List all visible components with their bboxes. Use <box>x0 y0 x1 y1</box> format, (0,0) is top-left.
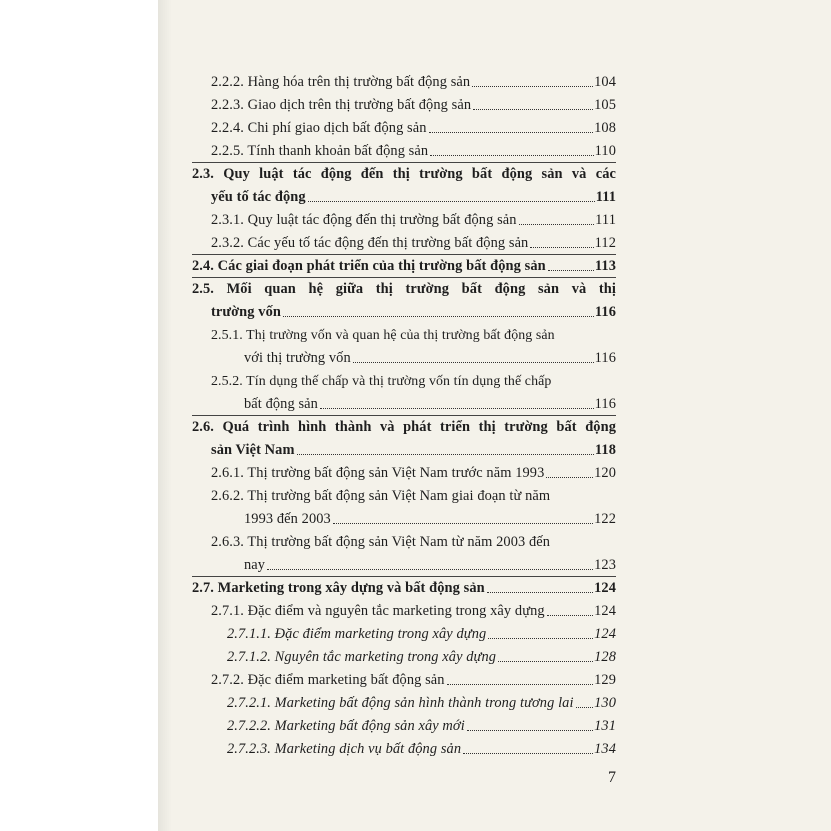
toc-entry-2-7-2-3 <box>192 736 616 758</box>
toc-entry-title: yếu tố tác động <box>211 189 306 205</box>
dot-leader <box>547 615 593 616</box>
dot-leader <box>467 730 593 731</box>
dot-leader <box>488 638 593 639</box>
dot-leader <box>548 270 594 271</box>
toc-entry-2-7-2-2 <box>192 713 616 735</box>
toc-entry-page: 120 <box>594 465 616 481</box>
toc-entry-page: 118 <box>594 442 616 458</box>
toc-entry-page: 111 <box>595 189 616 205</box>
toc-entry-page: 123 <box>594 557 616 573</box>
toc-entry-title: 2.6.3. Thị trường bất động sản Việt Nam từ năm 2003 đến <box>211 534 551 550</box>
toc-entry-page: 112 <box>594 235 616 251</box>
toc-entry-title: 2.2.4. Chi phí giao dịch bất động sản <box>211 120 427 136</box>
dot-leader <box>519 224 595 225</box>
dot-leader <box>320 408 594 409</box>
toc-entry-2-6-1 <box>192 460 616 482</box>
toc-entry-title: 2.7.2.2. Marketing bất động sản xây mới <box>227 718 465 734</box>
toc-entry-page: 104 <box>594 74 616 90</box>
toc-entry-page: 128 <box>594 649 616 665</box>
dot-leader <box>498 661 593 662</box>
toc-section-2-6 <box>192 414 616 436</box>
toc-entry-title: 2.7.1.1. Đặc điểm marketing trong xây dựng <box>227 626 487 642</box>
toc-entry-title: trường vốn <box>211 304 281 320</box>
toc-entry-2-6-2 <box>192 483 616 505</box>
dot-leader <box>429 132 594 133</box>
toc-entry-2-5-1-cont <box>192 345 616 367</box>
toc-entry-2-5-2-cont <box>192 391 616 413</box>
toc-entry-2-7-2-1 <box>192 690 616 712</box>
toc-entry-page: 131 <box>594 718 616 734</box>
dot-leader <box>267 569 593 570</box>
dot-leader <box>333 523 593 524</box>
toc-section-title: 2.6. Quá trình hình thành và phát triển thị trường bất động <box>192 419 616 435</box>
toc-entry-page: 122 <box>594 511 616 527</box>
toc-entry-page: 105 <box>594 97 616 113</box>
dot-leader <box>472 86 593 87</box>
dot-leader <box>353 362 594 363</box>
toc-section-2-4 <box>192 253 616 275</box>
toc-section-2-5-cont <box>192 299 616 321</box>
toc-entry-title: 2.2.2. Hàng hóa trên thị trường bất động sản <box>211 74 471 90</box>
toc-entry-page: 108 <box>594 120 616 136</box>
toc-section-title: 2.7. Marketing trong xây dựng và bất động sản <box>192 580 485 596</box>
toc-section-title: 2.3. Quy luật tác động đến thị trường bất động sản và các <box>192 166 616 182</box>
dot-leader <box>430 155 593 156</box>
page-number: 7 <box>608 769 616 786</box>
toc-entry-title: sản Việt Nam <box>211 442 295 458</box>
toc-entry-2-5-1 <box>192 322 616 344</box>
toc-entry-2-7-1-2 <box>192 644 616 666</box>
toc-entry-title: 2.5.1. Thị trường vốn và quan hệ của thị trường bất động sản <box>211 328 555 343</box>
dot-leader <box>308 201 595 202</box>
toc-entry-2-5-2 <box>192 368 616 390</box>
toc-entry-2-6-3-cont <box>192 552 616 574</box>
toc-entry-title: 2.2.3. Giao dịch trên thị trường bất động sản <box>211 97 472 113</box>
toc-entry-page: 113 <box>594 258 616 274</box>
toc-entry-2-7-1-1 <box>192 621 616 643</box>
toc-entry-title: 2.7.1.2. Nguyên tắc marketing trong xây dựng <box>227 649 497 665</box>
toc-entry-title: nay <box>244 557 266 573</box>
toc-section-2-3 <box>192 161 616 183</box>
toc-entry-title: 2.6.1. Thị trường bất động sản Việt Nam trước năm 1993 <box>211 465 545 481</box>
dot-leader <box>487 592 593 593</box>
toc-entry-title: 2.7.2. Đặc điểm marketing bất động sản <box>211 672 445 688</box>
toc-entry-2-6-2-cont <box>192 506 616 528</box>
toc-entry-page: 116 <box>594 350 616 366</box>
toc-entry-page: 111 <box>595 212 616 228</box>
toc-entry-2-2-2 <box>192 69 616 91</box>
toc-entry-title: 2.3.1. Quy luật tác động đến thị trường bất động sản <box>211 212 517 228</box>
toc-entry-2-2-5 <box>192 138 616 160</box>
toc-entry-page: 130 <box>594 695 616 711</box>
dot-leader <box>297 454 594 455</box>
dot-leader <box>530 247 593 248</box>
toc-entry-page: 124 <box>594 603 616 619</box>
toc-entry-2-7-1 <box>192 598 616 620</box>
toc-entry-page: 129 <box>594 672 616 688</box>
toc-entry-title: bất động sản <box>244 396 318 412</box>
toc-section-title: 2.5. Mối quan hệ giữa thị trường bất động sản và thị <box>192 281 616 297</box>
toc-entry-page: 116 <box>594 304 616 320</box>
toc-entry-title: 2.2.5. Tính thanh khoản bất động sản <box>211 143 429 159</box>
toc-entry-page: 116 <box>594 396 616 412</box>
toc-entry-title: 2.3.2. Các yếu tố tác động đến thị trường bất động sản <box>211 235 529 251</box>
toc-entry-2-3-1 <box>192 207 616 229</box>
toc-section-2-3-cont <box>192 184 616 206</box>
toc-entry-2-7-2 <box>192 667 616 689</box>
toc-entry-title: 2.7.1. Đặc điểm và nguyên tắc marketing trong xây dựng <box>211 603 545 619</box>
toc-section-2-7 <box>192 575 616 597</box>
toc-section-2-6-cont <box>192 437 616 459</box>
toc-entry-2-6-3 <box>192 529 616 551</box>
dot-leader <box>463 753 593 754</box>
toc-entry-title: 2.6.2. Thị trường bất động sản Việt Nam giai đoạn từ năm <box>211 488 551 504</box>
dot-leader <box>447 684 594 685</box>
dot-leader <box>576 707 594 708</box>
toc-entry-2-2-3 <box>192 92 616 114</box>
toc-entry-title: 2.7.2.1. Marketing bất động sản hình thành trong tương lai <box>227 695 574 711</box>
toc-entry-title: 1993 đến 2003 <box>244 511 331 527</box>
toc-entry-page: 134 <box>594 741 616 757</box>
toc-entry-2-2-4 <box>192 115 616 137</box>
toc-entry-page: 124 <box>594 580 616 596</box>
toc-section-title: 2.4. Các giai đoạn phát triển của thị trường bất động sản <box>192 258 546 274</box>
toc-entry-2-3-2 <box>192 230 616 252</box>
toc-entry-title: với thị trường vốn <box>244 350 351 366</box>
toc-entry-page: 124 <box>594 626 616 642</box>
dot-leader <box>473 109 593 110</box>
toc-entry-page: 110 <box>594 143 616 159</box>
dot-leader <box>283 316 594 317</box>
dot-leader <box>546 477 593 478</box>
toc-entry-title: 2.7.2.3. Marketing dịch vụ bất động sản <box>227 741 462 757</box>
toc-section-2-5 <box>192 276 616 298</box>
toc-entry-title: 2.5.2. Tín dụng thế chấp và thị trường vốn tín dụng thế chấp <box>211 374 552 389</box>
